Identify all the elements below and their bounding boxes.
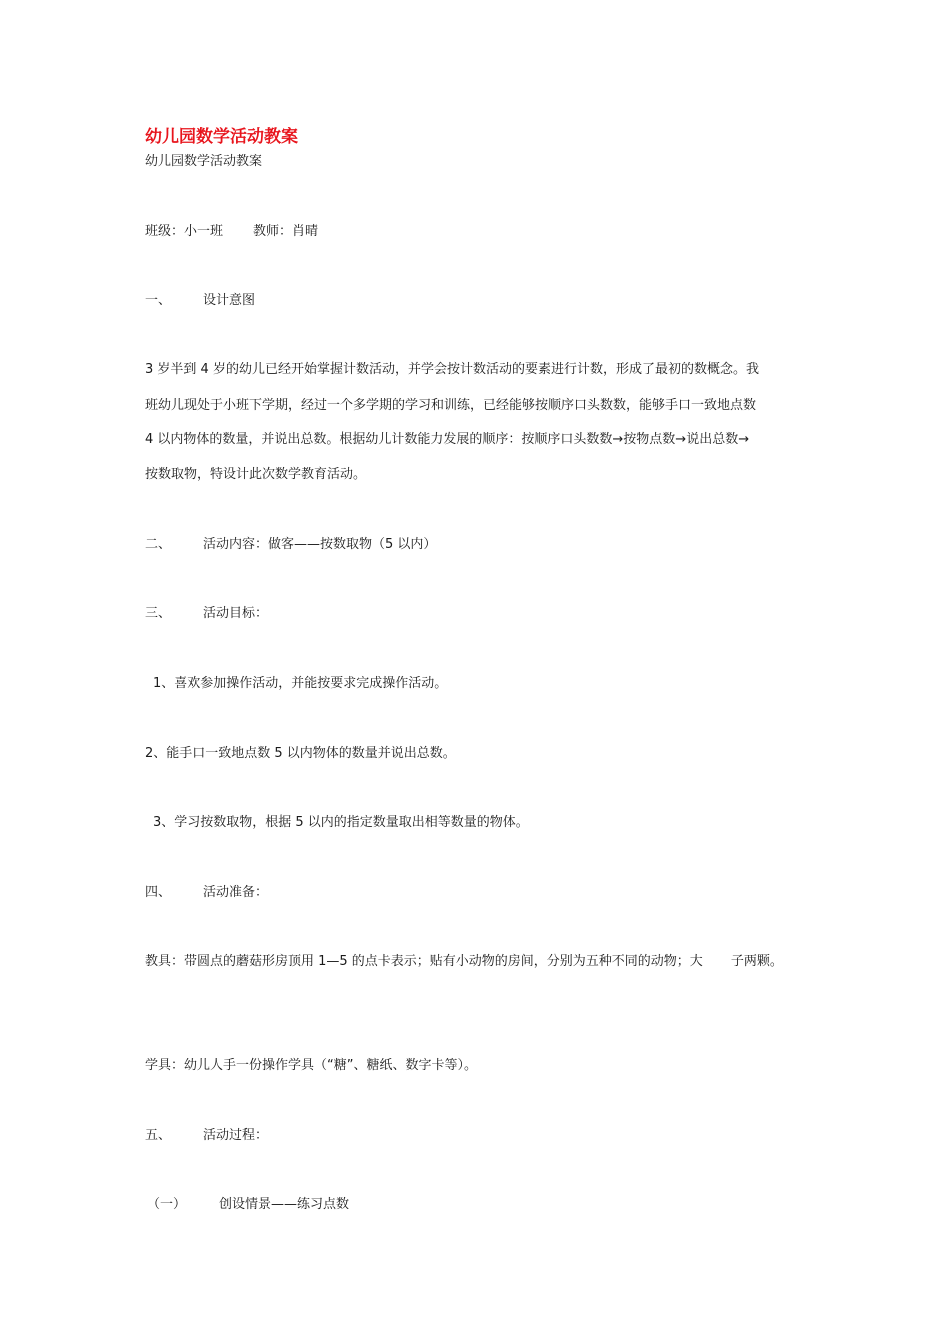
intent-paragraph-line: 按数取物，特设计此次数学教育活动。 [145, 467, 367, 482]
section-number: 二、 [145, 537, 172, 552]
intent-paragraph-line: 班幼儿现处于小班下学期，经过一个多学期的学习和训练，已经能够按顺序口头数数，能够手口一致地点数 [145, 398, 757, 413]
section-text: 活动目标： [203, 606, 269, 621]
section-text: 设计意图 [203, 293, 256, 308]
class-label: 班级：小一班 [145, 224, 224, 239]
section-text: 活动过程： [203, 1128, 269, 1143]
intent-paragraph-line: 3 岁半到 4 岁的幼儿已经开始掌握计数活动，并学会按计数活动的要素进行计数，形成了最初的数概念。我 [145, 362, 759, 377]
section-heading-3 [145, 606, 268, 622]
intent-paragraph-line: 4 以内物体的数量，并说出总数。根据幼儿计数能力发展的顺序：按顺序口头数数→按物点数→说出总数→ [145, 432, 750, 447]
step-number: （一） [147, 1197, 187, 1212]
document-title: 幼儿园数学活动教案 [145, 127, 298, 147]
section-heading-2 [145, 537, 436, 553]
section-heading-4 [145, 885, 268, 901]
goal-item: 2、能手口一致地点数 5 以内物体的数量并说出总数。 [145, 746, 456, 761]
teaching-aids-text: 教具：带圆点的蘑菇形房顶用 1—5 的点卡表示；贴有小动物的房间，分别为五种不同的动物；大 [145, 954, 703, 969]
section-number: 三、 [145, 606, 172, 621]
section-heading-1 [145, 293, 255, 309]
class-teacher-line [145, 224, 318, 240]
step-heading-1 [147, 1197, 349, 1213]
section-heading-5 [145, 1128, 268, 1144]
goal-item: 1、喜欢参加操作活动，并能按要求完成操作活动。 [153, 676, 448, 691]
section-number: 五、 [145, 1128, 172, 1143]
goal-item: 3、学习按数取物，根据 5 以内的指定数量取出相等数量的物体。 [153, 815, 529, 830]
section-number: 四、 [145, 885, 172, 900]
section-text: 活动准备： [203, 885, 269, 900]
section-number: 一、 [145, 293, 172, 308]
teacher-label: 教师：肖晴 [253, 224, 319, 239]
teaching-aids-line [145, 954, 783, 970]
step-text: 创设情景——练习点数 [219, 1197, 350, 1212]
document-subtitle: 幼儿园数学活动教案 [145, 154, 263, 169]
learning-aids-line: 学具：幼儿人手一份操作学具（“糖”、糖纸、数字卡等）。 [145, 1058, 477, 1073]
section-text: 活动内容：做客——按数取物（5 以内） [203, 537, 437, 552]
teaching-aids-text-end: 子两颗。 [730, 954, 783, 969]
